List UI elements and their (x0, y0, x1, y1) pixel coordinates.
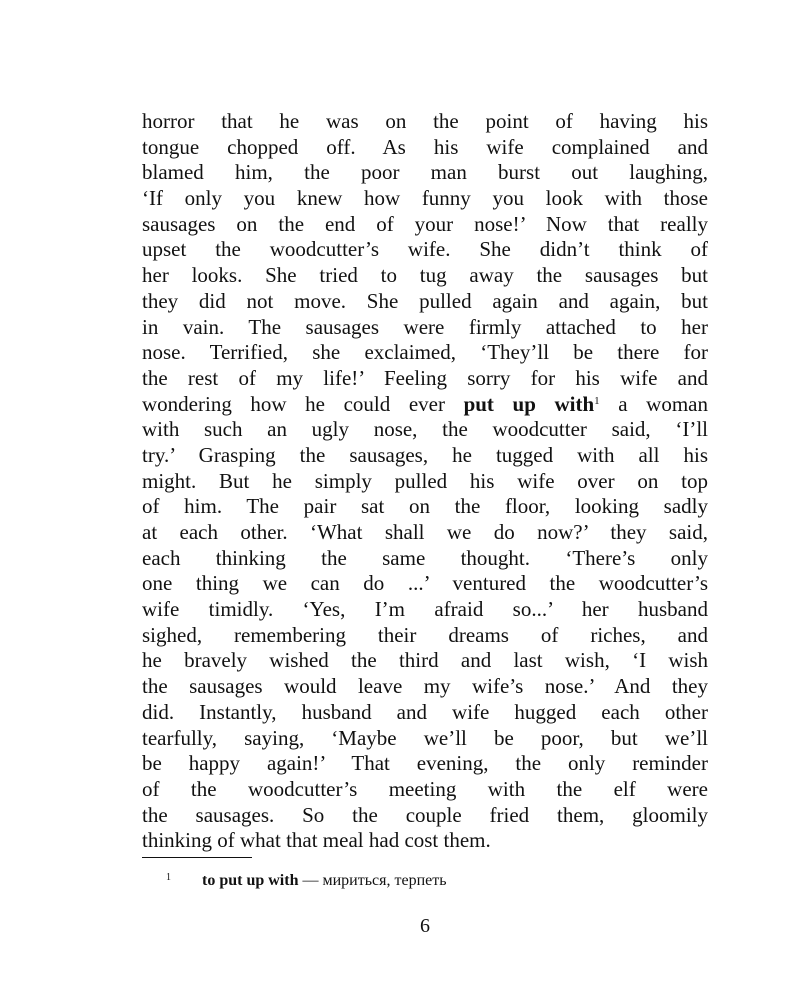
text-line: the sausages. So the couple fried them, gloomily (142, 802, 708, 827)
text-line: sausages on the end of your nose!’ Now that really (142, 211, 708, 236)
text-line: with such an ugly nose, the woodcutter said, ‘I’ll (142, 417, 708, 442)
text-line: her looks. She tried to tug away the sausages but (142, 263, 708, 288)
text-line: of him. The pair sat on the floor, looking sadly (142, 494, 708, 519)
text-line: each thinking the same thought. ‘There’s only (142, 545, 708, 570)
text-line: thinking of what that meal had cost them. (142, 828, 491, 853)
text-line: in vain. The sausages were firmly attached to her (142, 314, 708, 339)
text-line: nose. Terrified, she exclaimed, ‘They’ll be there for (142, 340, 708, 365)
footnote (166, 868, 447, 891)
text-line: tearfully, saying, ‘Maybe we’ll be poor, but we’ll (142, 725, 708, 750)
text-line: upset the woodcutter’s wife. She didn’t think of (142, 237, 708, 262)
text-line: ‘If only you knew how funny you look with those (142, 186, 708, 211)
text-line: wife timidly. ‘Yes, I’m afraid so...’ her husband (142, 597, 708, 622)
text-line: blamed him, the poor man burst out laughing, (142, 160, 708, 185)
text-line-with-footnote-ref (142, 392, 708, 418)
glossary-term: put up with (463, 391, 595, 416)
footnote-term: to put up with (202, 872, 299, 889)
text-line: did. Instantly, husband and wife hugged each other (142, 699, 708, 724)
text-line: at each other. ‘What shall we do now?’ they said, (142, 520, 708, 544)
text-line: the rest of my life!’ Feeling sorry for his wife and (142, 365, 708, 390)
footnote-definition: — мириться, терпеть (298, 872, 447, 889)
text-line: he bravely wished the third and last wish, ‘I wish (142, 648, 708, 673)
text-line: try.’ Grasping the sausages, he tugged with all his (142, 442, 708, 467)
text-fragment: wondering how he could ever (142, 391, 464, 416)
text-line: the sausages would leave my wife’s nose.’ And they (142, 674, 708, 699)
footnote-divider (142, 857, 252, 858)
text-line: might. But he simply pulled his wife over on top (142, 468, 708, 493)
footnote-ref: 1 (594, 394, 600, 407)
text-line: horror that he was on the point of having his (142, 109, 708, 133)
text-line: be happy again!’ That evening, the only reminder (142, 751, 708, 776)
text-line: tongue chopped off. As his wife complained and (142, 134, 708, 159)
text-line: one thing we can do ...’ ventured the woodcutter’s (142, 571, 708, 596)
text-fragment: a woman (599, 391, 708, 416)
page-number: 6 (420, 915, 430, 937)
text-line: they did not move. She pulled again and again, but (142, 288, 708, 313)
text-line: sighed, remembering their dreams of riches, and (142, 622, 708, 647)
text-line: of the woodcutter’s meeting with the elf were (142, 776, 708, 801)
footnote-number: 1 (166, 872, 171, 883)
body-text (142, 109, 708, 854)
